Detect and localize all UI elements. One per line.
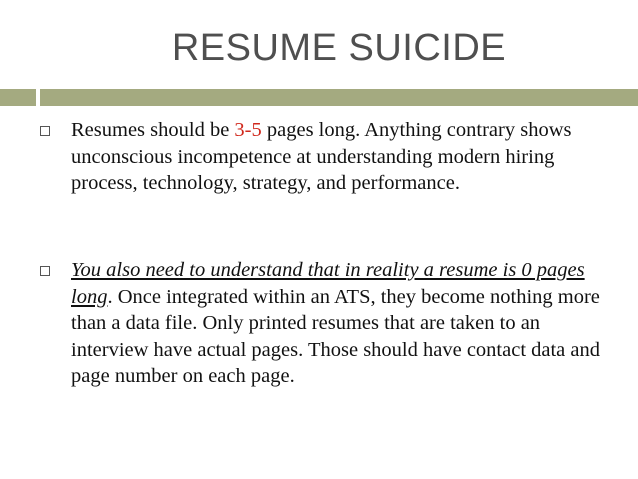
bullet-2-emphasis: You also need to understand that in reality a resume is 0 pages long — [71, 259, 585, 308]
bullet-1-text-start: Resumes should be — [71, 119, 235, 141]
bullet-item-1 — [40, 117, 610, 197]
accent-bar-left — [0, 89, 36, 106]
bullet-1-text-end: pages long. Anything contrary shows unconscious incompetence at understanding modern hiring process, technology, strategy, and performance. — [71, 119, 572, 194]
checkbox-bullet-icon — [40, 266, 50, 276]
accent-bar-main — [40, 89, 638, 106]
bullet-text-1 — [71, 117, 610, 197]
bullet-item-2 — [40, 257, 610, 390]
slide-title: RESUME SUICIDE — [171, 27, 507, 69]
checkbox-bullet-icon — [40, 126, 50, 136]
bullet-2-text-end: . Once integrated within an ATS, they become nothing more than a data file. Only printed resumes that are taken to an interview have actual pages. Those should have contact data and page number on each page. — [71, 285, 601, 387]
bullet-text-2 — [71, 257, 610, 390]
bullet-1-highlight: 3-5 — [234, 119, 262, 141]
